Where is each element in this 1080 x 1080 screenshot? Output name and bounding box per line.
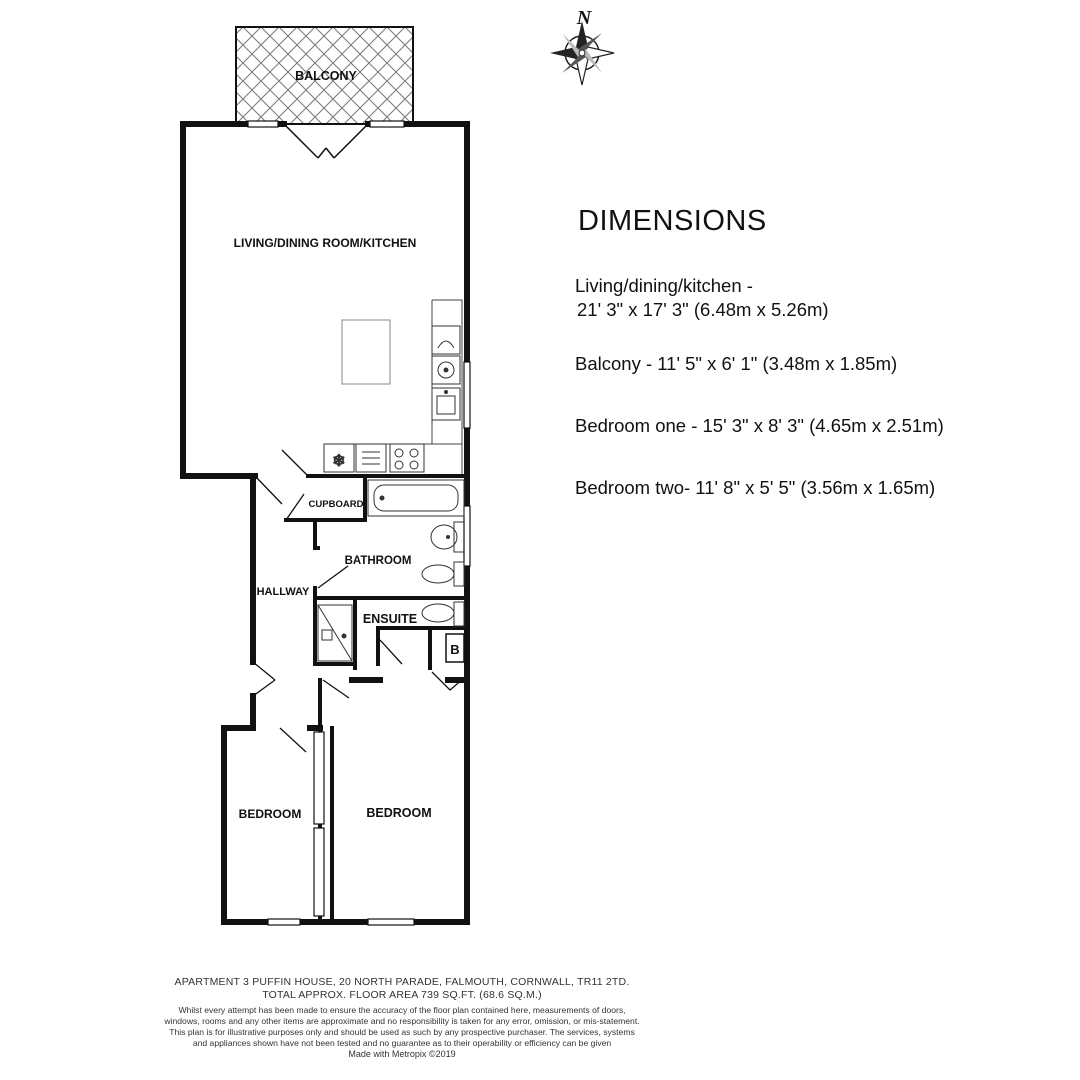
dimensions-title: DIMENSIONS [578, 205, 767, 237]
compass-icon [550, 21, 614, 85]
room-label-living: LIVING/DINING ROOM/KITCHEN [233, 236, 417, 250]
bathroom-toilet-icon [422, 562, 464, 586]
svg-text:❄: ❄ [332, 451, 346, 470]
bathroom-basin-icon [431, 522, 464, 552]
fitted-wardrobe [314, 732, 324, 916]
oven-icon [356, 444, 386, 472]
footer-floor-area: TOTAL APPROX. FLOOR AREA 739 SQ.FT. (68.6 SQ.M.) [262, 989, 542, 1001]
dimension-living-name: Living/dining/kitchen - [575, 275, 753, 296]
dishwasher-icon [432, 326, 460, 354]
boiler-label: B [450, 642, 460, 657]
dimension-living-size: 21' 3" x 17' 3" (6.48m x 5.26m) [577, 299, 829, 320]
plan-footer [162, 976, 642, 1060]
footer-made-with: Made with Metropix ©2019 [348, 1049, 456, 1059]
dimension-balcony: Balcony - 11' 5" x 6' 1" (3.48m x 1.85m) [575, 353, 898, 374]
interior-walls [286, 476, 467, 922]
balcony-doors [284, 124, 368, 158]
dimension-bedroom-one: Bedroom one - 15' 3" x 8' 3" (4.65m x 2.51m) [575, 415, 944, 436]
ensuite-toilet-icon [422, 602, 464, 626]
footer-address: APARTMENT 3 PUFFIN HOUSE, 20 NORTH PARADE, FALMOUTH, CORNWALL, TR11 2TD. [174, 976, 630, 988]
dimensions-panel [575, 205, 1055, 538]
room-label-balcony: BALCONY [295, 69, 357, 83]
door-swings [253, 450, 464, 752]
room-label-bedroom-large: BEDROOM [366, 806, 432, 820]
bath-icon [368, 480, 464, 516]
room-label-ensuite: ENSUITE [362, 612, 418, 626]
room-label-bathroom: BATHROOM [344, 555, 412, 567]
compass-north-label: N [576, 7, 592, 29]
dimension-living [575, 274, 1055, 322]
room-label-hallway: HALLWAY [256, 586, 310, 598]
hob-icon [390, 444, 424, 472]
room-label-bedroom-small: BEDROOM [238, 807, 302, 821]
shower-tray-icon [318, 605, 352, 661]
dimension-bedroom-two: Bedroom two- 11' 8" x 5' 5" (3.56m x 1.65m) [575, 477, 936, 498]
room-label-cupboard: CUPBOARD [308, 499, 364, 510]
sink-icon [432, 388, 460, 420]
footer-disclaimer: Whilst every attempt has been made to ensure the accuracy of the floor plan contained here, measurements of doors, windows, rooms and any other items are approximate and no responsibility is taken for any error, omission, or mis-statement. This plan is for illustrative purposes only and should be used as such by any prospective purchaser. The services, systems and appliances shown have not been tested and no guarantee as to their operability or efficiency can be given [164, 1005, 640, 1048]
fridge-freezer-icon [324, 444, 354, 472]
washing-machine-icon [432, 356, 460, 384]
